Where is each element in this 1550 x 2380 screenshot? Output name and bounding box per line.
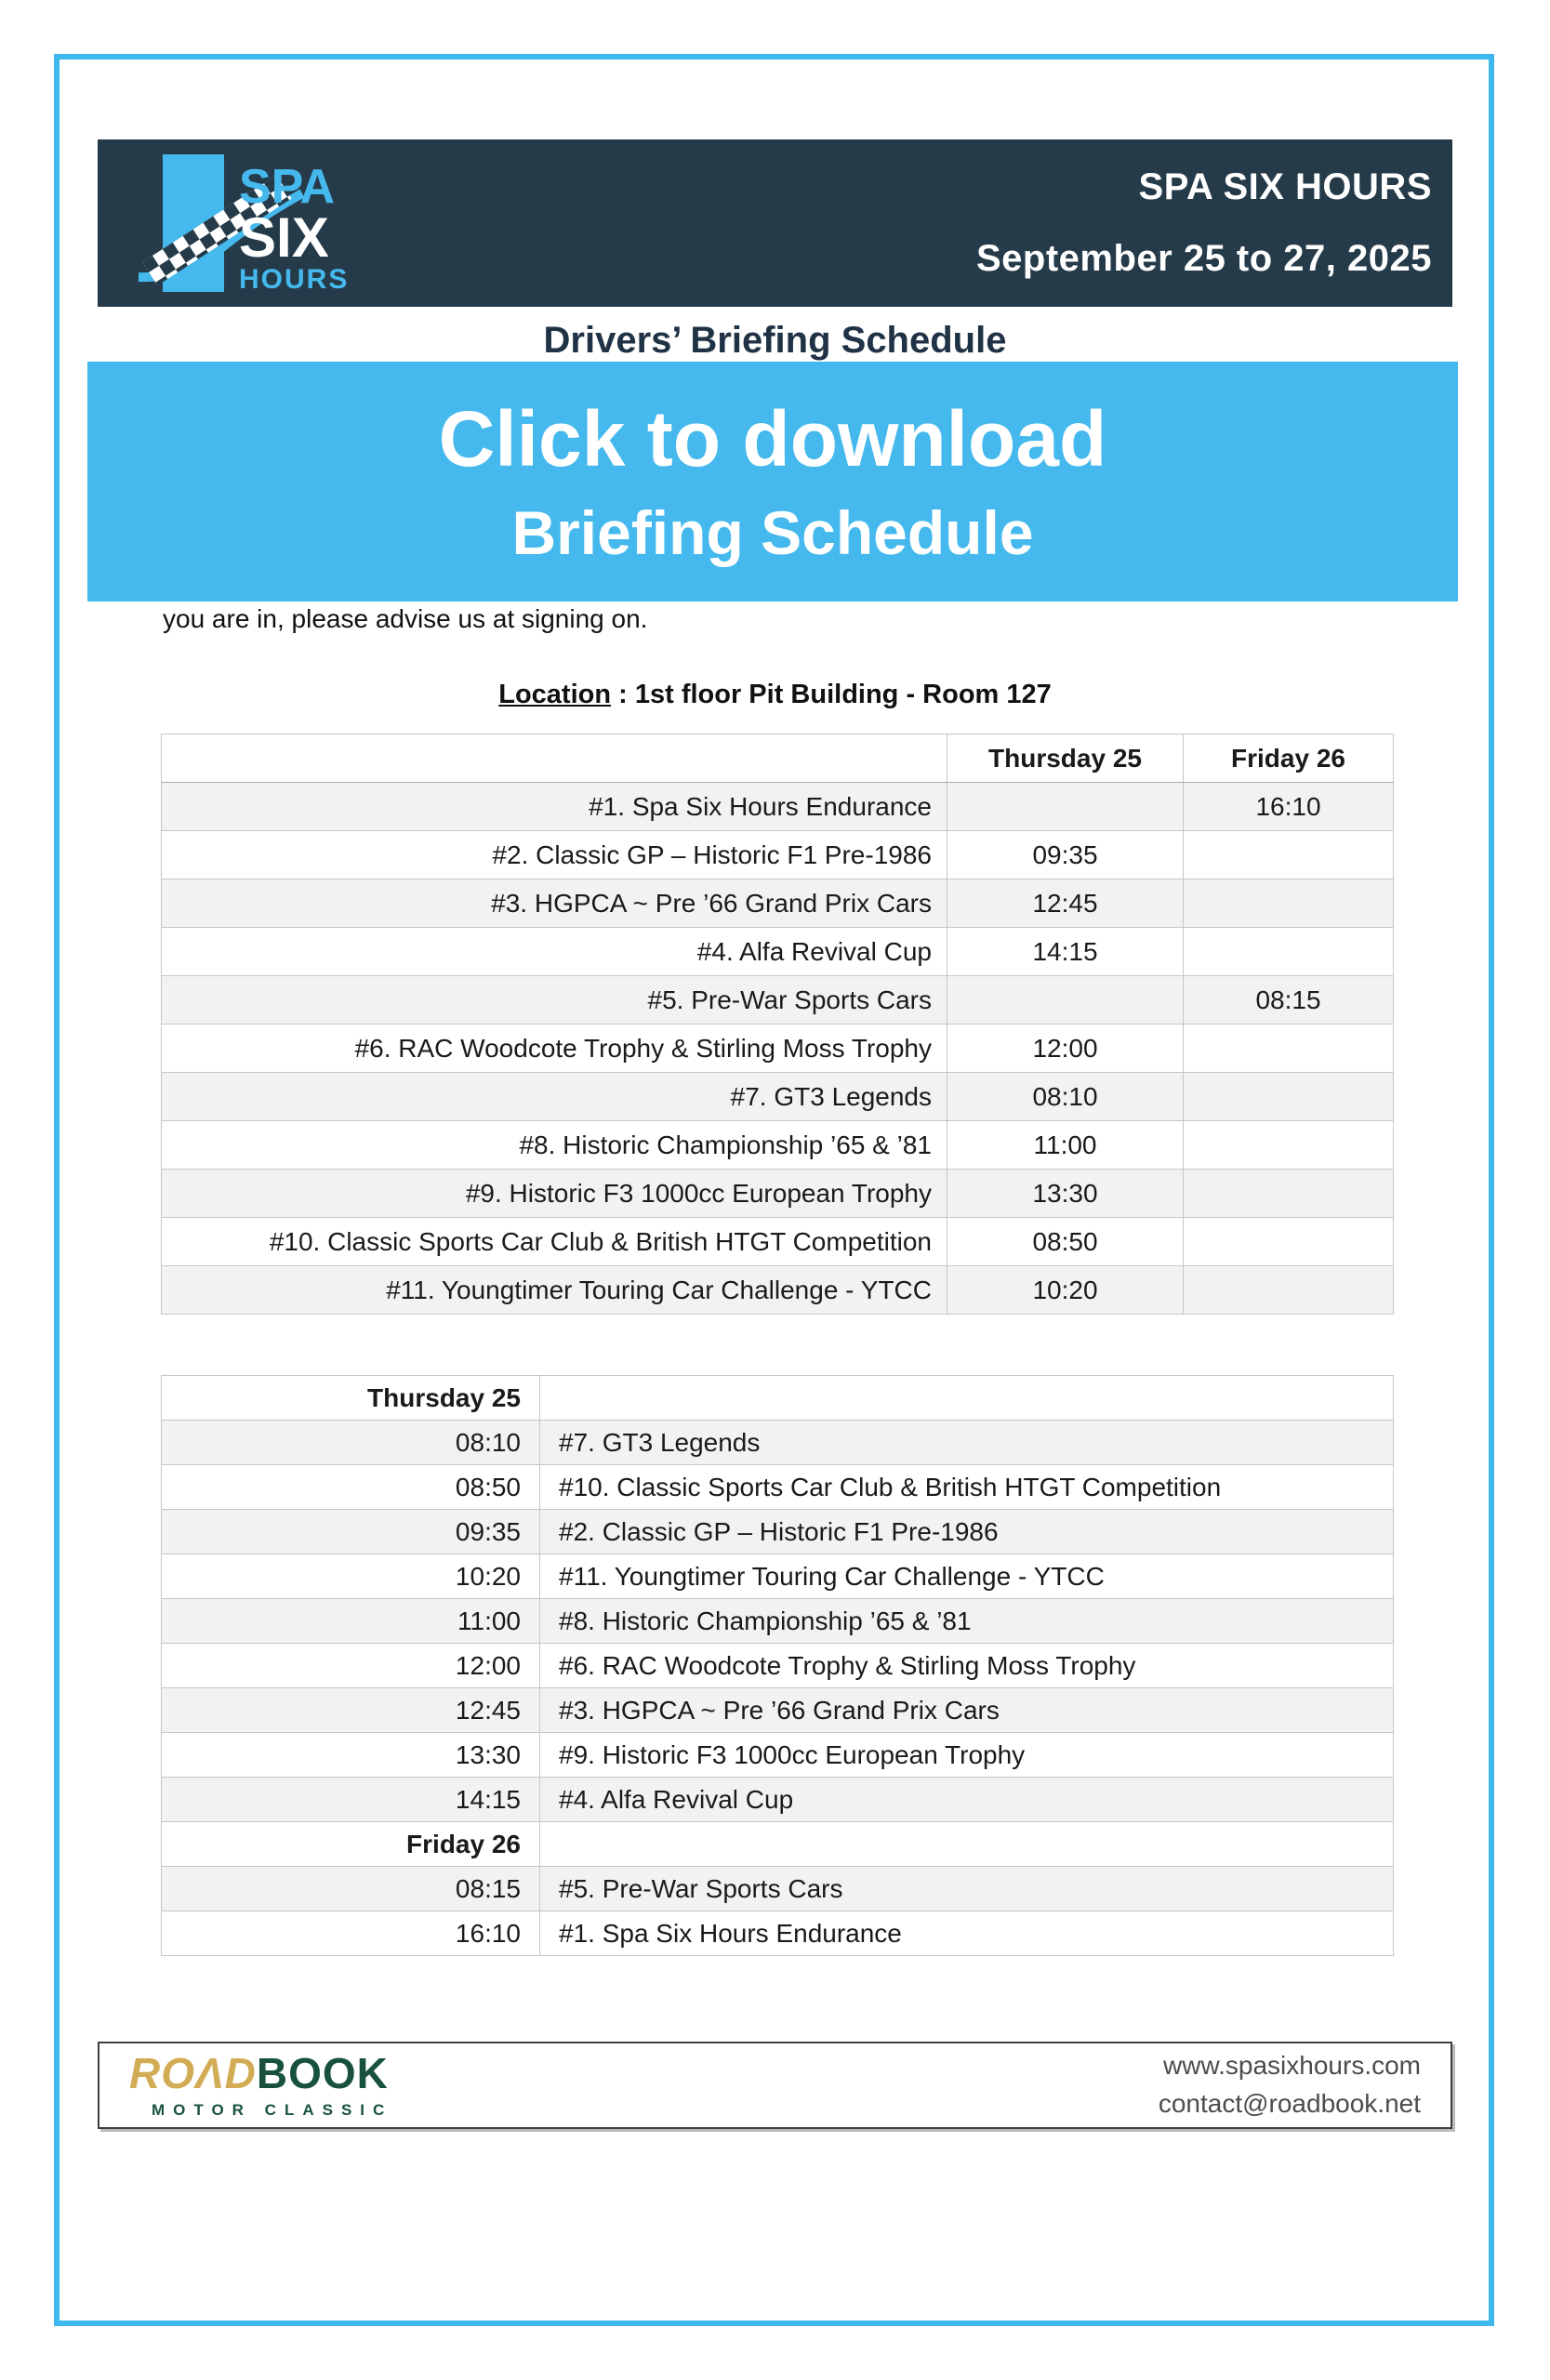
friday-time-cell bbox=[1184, 1025, 1394, 1073]
spa-six-hours-logo bbox=[137, 149, 434, 298]
day-header-row bbox=[162, 1376, 1394, 1421]
event-name-cell: #7. GT3 Legends bbox=[540, 1421, 1394, 1465]
logo-text-spa: SPA bbox=[239, 160, 336, 214]
table-row bbox=[162, 1170, 1394, 1218]
logo-text-hours: HOURS bbox=[239, 264, 350, 295]
event-name-cell: #8. Historic Championship ’65 & ’81 bbox=[540, 1599, 1394, 1644]
day-label-cell: Friday 26 bbox=[162, 1822, 540, 1867]
roadbook-logo bbox=[129, 2048, 393, 2120]
table-row bbox=[162, 1073, 1394, 1121]
table-row bbox=[162, 1121, 1394, 1170]
event-name-cell: #1. Spa Six Hours Endurance bbox=[162, 783, 947, 831]
roadbook-tagline: MOTOR CLASSIC bbox=[152, 2100, 393, 2119]
location-label: Location bbox=[498, 680, 612, 709]
table-row bbox=[162, 1218, 1394, 1266]
event-name-cell: #3. HGPCA ~ Pre ’66 Grand Prix Cars bbox=[162, 879, 947, 928]
table-row bbox=[162, 1266, 1394, 1315]
table-row bbox=[162, 1421, 1394, 1465]
logo-text-six: SIX bbox=[239, 206, 329, 269]
table-row bbox=[162, 928, 1394, 976]
website-link[interactable]: www.spasixhours.com bbox=[1163, 2051, 1421, 2081]
thursday-time-cell: 10:20 bbox=[947, 1266, 1184, 1315]
thursday-time-cell: 13:30 bbox=[947, 1170, 1184, 1218]
col-header-thursday: Thursday 25 bbox=[947, 734, 1184, 783]
table-row bbox=[162, 1911, 1394, 1956]
event-name-cell bbox=[540, 1822, 1394, 1867]
thursday-time-cell: 11:00 bbox=[947, 1121, 1184, 1170]
time-cell: 08:15 bbox=[162, 1867, 540, 1911]
event-name-cell: #5. Pre-War Sports Cars bbox=[162, 976, 947, 1025]
time-cell: 11:00 bbox=[162, 1599, 540, 1644]
event-name-cell: #9. Historic F3 1000cc European Trophy bbox=[540, 1733, 1394, 1778]
event-name-cell: #6. RAC Woodcote Trophy & Stirling Moss Trophy bbox=[540, 1644, 1394, 1688]
event-name-cell bbox=[540, 1376, 1394, 1421]
table-row bbox=[162, 1025, 1394, 1073]
header-bar bbox=[98, 139, 1452, 307]
time-cell: 12:45 bbox=[162, 1688, 540, 1733]
event-name-cell: #11. Youngtimer Touring Car Challenge - YTCC bbox=[162, 1266, 947, 1315]
friday-time-cell bbox=[1184, 1170, 1394, 1218]
thursday-time-cell: 14:15 bbox=[947, 928, 1184, 976]
banner-line1: Click to download bbox=[438, 395, 1107, 483]
time-cell: 13:30 bbox=[162, 1733, 540, 1778]
briefing-by-time-table bbox=[161, 1375, 1394, 1956]
thursday-time-cell bbox=[947, 783, 1184, 831]
day-header-row bbox=[162, 1822, 1394, 1867]
table-row bbox=[162, 1778, 1394, 1822]
roadbook-road-text: ROΛD bbox=[129, 2048, 257, 2097]
thursday-time-cell: 09:35 bbox=[947, 831, 1184, 879]
event-name-cell: #2. Classic GP – Historic F1 Pre-1986 bbox=[162, 831, 947, 879]
event-name-cell: #4. Alfa Revival Cup bbox=[540, 1778, 1394, 1822]
event-name-cell: #1. Spa Six Hours Endurance bbox=[540, 1911, 1394, 1956]
roadbook-logo-text bbox=[129, 2048, 392, 2097]
checkered-flag-logo-icon bbox=[137, 149, 434, 298]
friday-time-cell bbox=[1184, 1218, 1394, 1266]
location-value: : 1st floor Pit Building - Room 127 bbox=[611, 680, 1052, 709]
table-row bbox=[162, 879, 1394, 928]
thursday-time-cell bbox=[947, 976, 1184, 1025]
friday-time-cell bbox=[1184, 1121, 1394, 1170]
friday-time-cell: 16:10 bbox=[1184, 783, 1394, 831]
table-row bbox=[162, 976, 1394, 1025]
email-link[interactable]: contact@roadbook.net bbox=[1158, 2089, 1421, 2118]
event-name-cell: #10. Classic Sports Car Club & British HTGT Competition bbox=[540, 1465, 1394, 1510]
table-row bbox=[162, 1733, 1394, 1778]
table-row bbox=[162, 831, 1394, 879]
roadbook-book-text: BOOK bbox=[256, 2048, 389, 2097]
friday-time-cell bbox=[1184, 879, 1394, 928]
friday-time-cell bbox=[1184, 1073, 1394, 1121]
event-name-cell: #6. RAC Woodcote Trophy & Stirling Moss Trophy bbox=[162, 1025, 947, 1073]
download-banner-button[interactable] bbox=[87, 362, 1458, 602]
time-cell: 16:10 bbox=[162, 1911, 540, 1956]
time-cell: 09:35 bbox=[162, 1510, 540, 1554]
event-name-cell: #9. Historic F3 1000cc European Trophy bbox=[162, 1170, 947, 1218]
thursday-time-cell: 12:45 bbox=[947, 879, 1184, 928]
table-header-row bbox=[162, 734, 1394, 783]
event-name-cell: #8. Historic Championship ’65 & ’81 bbox=[162, 1121, 947, 1170]
location-line bbox=[0, 680, 1550, 710]
friday-time-cell bbox=[1184, 1266, 1394, 1315]
empty-header-cell bbox=[162, 734, 947, 783]
banner-line2: Briefing Schedule bbox=[511, 498, 1034, 567]
table-row bbox=[162, 1510, 1394, 1554]
intro-text: you are in, please advise us at signing on. bbox=[163, 604, 648, 633]
table-row bbox=[162, 1688, 1394, 1733]
table-row bbox=[162, 1465, 1394, 1510]
event-name-cell: #2. Classic GP – Historic F1 Pre-1986 bbox=[540, 1510, 1394, 1554]
table-row bbox=[162, 783, 1394, 831]
friday-time-cell bbox=[1184, 831, 1394, 879]
table-row bbox=[162, 1554, 1394, 1599]
page-title: Drivers’ Briefing Schedule bbox=[543, 320, 1007, 361]
table-row bbox=[162, 1644, 1394, 1688]
event-name-cell: #7. GT3 Legends bbox=[162, 1073, 947, 1121]
event-name-cell: #4. Alfa Revival Cup bbox=[162, 928, 947, 976]
thursday-time-cell: 12:00 bbox=[947, 1025, 1184, 1073]
header-text-block bbox=[976, 139, 1432, 307]
event-name: SPA SIX HOURS bbox=[1138, 166, 1432, 207]
event-name-cell: #11. Youngtimer Touring Car Challenge - YTCC bbox=[540, 1554, 1394, 1599]
time-cell: 12:00 bbox=[162, 1644, 540, 1688]
time-cell: 08:50 bbox=[162, 1465, 540, 1510]
briefing-by-series-table bbox=[161, 734, 1394, 1315]
time-cell: 08:10 bbox=[162, 1421, 540, 1465]
col-header-friday: Friday 26 bbox=[1184, 734, 1394, 783]
time-cell: 14:15 bbox=[162, 1778, 540, 1822]
thursday-time-cell: 08:50 bbox=[947, 1218, 1184, 1266]
friday-time-cell: 08:15 bbox=[1184, 976, 1394, 1025]
table-row bbox=[162, 1599, 1394, 1644]
day-label-cell: Thursday 25 bbox=[162, 1376, 540, 1421]
friday-time-cell bbox=[1184, 928, 1394, 976]
thursday-time-cell: 08:10 bbox=[947, 1073, 1184, 1121]
event-name-cell: #3. HGPCA ~ Pre ’66 Grand Prix Cars bbox=[540, 1688, 1394, 1733]
footer-bar bbox=[98, 2042, 1452, 2129]
event-name-cell: #5. Pre-War Sports Cars bbox=[540, 1867, 1394, 1911]
footer-contact-block bbox=[1159, 2047, 1421, 2122]
event-name-cell: #10. Classic Sports Car Club & British HTGT Competition bbox=[162, 1218, 947, 1266]
event-dates: September 25 to 27, 2025 bbox=[975, 238, 1432, 279]
table-row bbox=[162, 1867, 1394, 1911]
time-cell: 10:20 bbox=[162, 1554, 540, 1599]
